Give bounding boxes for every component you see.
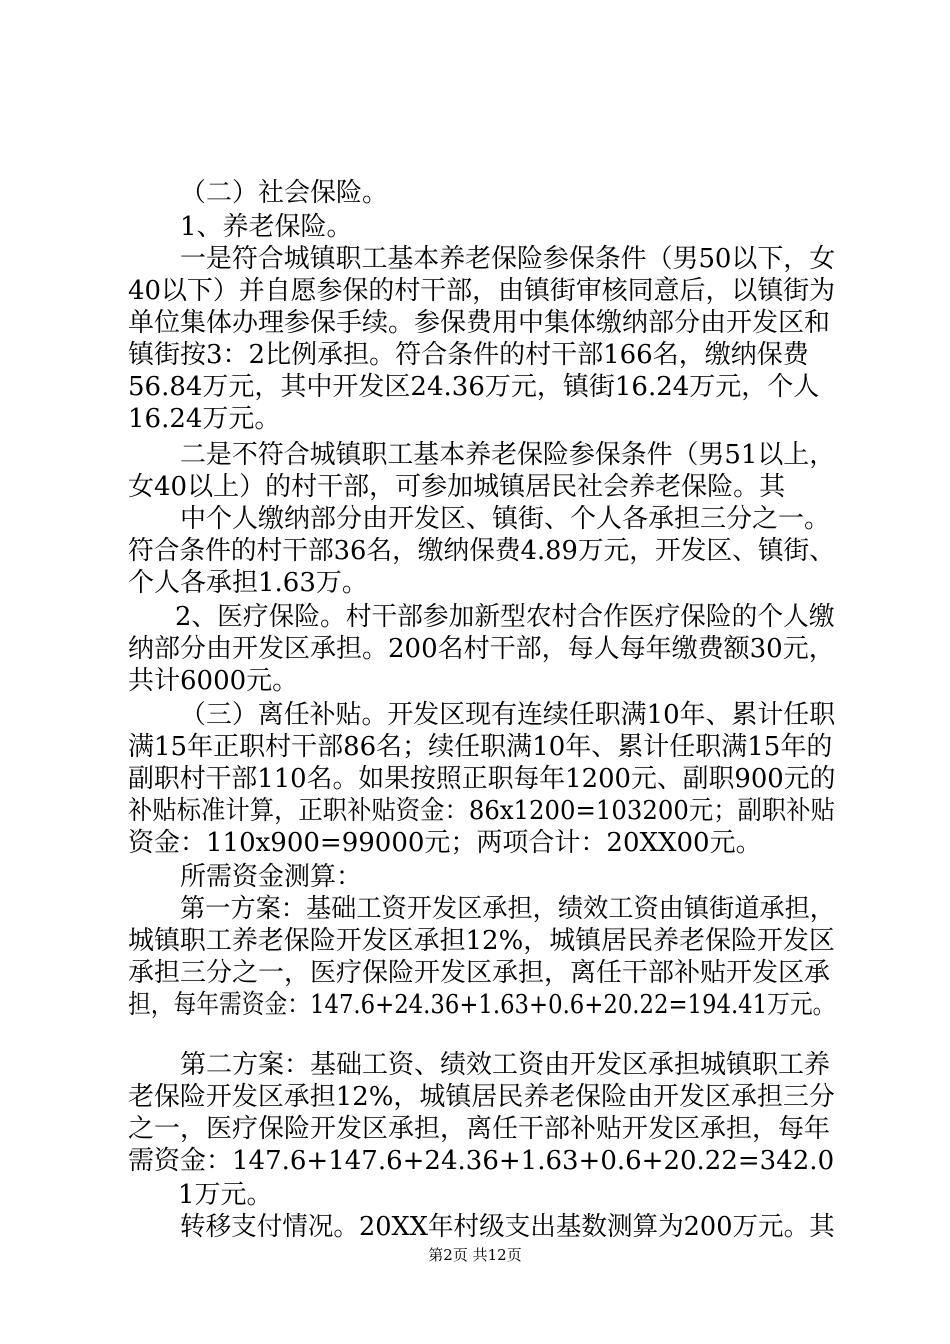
text-line: 城镇职工养老保险开发区承担12%，城镇居民养老保险开发区 xyxy=(128,926,835,956)
text-line: 担，每年需资金：147.6+24.36+1.63+0.6+20.22=194.41万元。 xyxy=(128,990,836,1020)
text-line: 老保险开发区承担12%，城镇居民养老保险由开发区承担三分 xyxy=(128,1082,835,1112)
text-line: 满15年正职村干部86名；续任职满10年、累计任职满15年的 xyxy=(128,732,833,762)
text-line: 纳部分由开发区承担。200名村干部，每人每年缴费额30元， xyxy=(128,634,835,664)
text-line: 需资金：147.6+147.6+24.36+1.63+0.6+20.22=342.0 xyxy=(128,1146,835,1176)
text-line: 补贴标准计算，正职补贴资金：86x1200=103200元；副职补贴 xyxy=(128,796,835,826)
text-line: 40以下）并自愿参保的村干部，由镇街审核同意后，以镇街为 xyxy=(128,276,836,306)
text-line: （三）离任补贴。开发区现有连续任职满10年、累计任职 xyxy=(180,700,836,730)
text-line: 转移支付情况。20XX年村级支出基数测算为200万元。其 xyxy=(180,1212,835,1242)
text-line: 二是不符合城镇职工基本养老保险参保条件（男51以上， xyxy=(180,440,836,470)
text-line: 符合条件的村干部36名，缴纳保费4.89万元，开发区、镇街、 xyxy=(128,536,835,566)
text-line: 共计6000元。 xyxy=(128,666,299,696)
text-line: 女40以上）的村干部，可参加城镇居民社会养老保险。其 xyxy=(128,472,786,502)
text-line: 所需资金测算： xyxy=(180,862,363,892)
text-line: 2、医疗保险。村干部参加新型农村合作医疗保险的个人缴 xyxy=(175,602,835,632)
text-line: 16.24万元。 xyxy=(128,404,281,434)
text-line: 个人各承担1.63万。 xyxy=(128,568,368,598)
text-line: 承担三分之一，医疗保险开发区承担，离任干部补贴开发区承 xyxy=(128,958,831,988)
text-line: 第一方案：基础工资开发区承担，绩效工资由镇街道承担， xyxy=(180,894,835,924)
text-line: 资金：110x900=99000元；两项合计：20XX00元。 xyxy=(128,828,762,858)
text-line: 副职村干部110名。如果按照正职每年1200元、副职900元的 xyxy=(128,764,836,794)
text-line: 镇街按3：2比例承担。符合条件的村干部166名，缴纳保费 xyxy=(128,340,809,370)
text-line: 56.84万元，其中开发区24.36万元，镇街16.24万元，个人 xyxy=(128,372,820,402)
text-line: 1、养老保险。 xyxy=(180,212,353,242)
text-line: 之一，医疗保险开发区承担，离任干部补贴开发区承担，每年 xyxy=(128,1114,831,1144)
text-line: 单位集体办理参保手续。参保费用中集体缴纳部分由开发区和 xyxy=(128,308,831,338)
text-line: 1万元。 xyxy=(178,1180,273,1210)
text-line: （二）社会保险。 xyxy=(180,178,389,208)
text-line: 第二方案：基础工资、绩效工资由开发区承担城镇职工养 xyxy=(180,1050,831,1080)
text-line: 中个人缴纳部分由开发区、镇街、个人各承担三分之一。 xyxy=(180,504,831,534)
page-footer: 第2页 共12页 xyxy=(428,1246,522,1264)
text-line: 一是符合城镇职工基本养老保险参保条件（男50以下，女 xyxy=(180,244,836,274)
